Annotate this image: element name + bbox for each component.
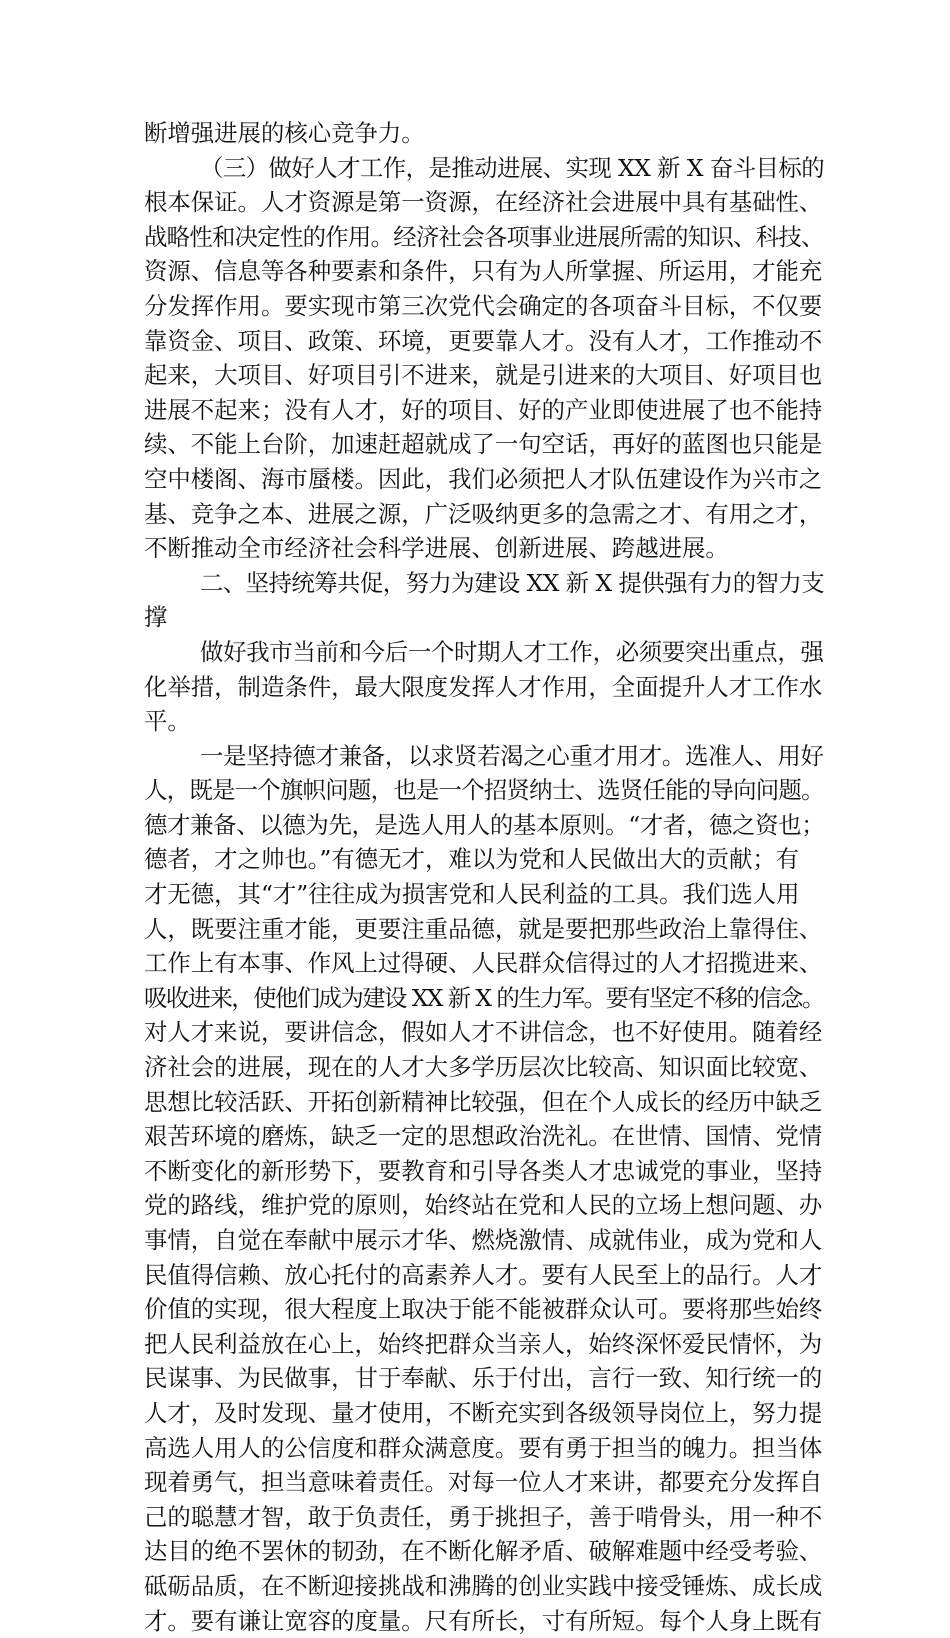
text-line: 吸收进来，使他们成为建设 XX 新 X 的生力军。要有坚定不移的信念。: [144, 983, 824, 1012]
text-line: 资源、信息等各种要素和条件，只有为人所掌握、所运用，才能充: [144, 257, 823, 286]
text-line: 不断推动全市经济社会科学进展、创新进展、跨越进展。: [144, 534, 729, 563]
text-line: 济社会的进展，现在的人才大多学历层次比较高、知识面比较宽、: [144, 1053, 823, 1082]
text-line: 空中楼阁、海市蜃楼。因此，我们必须把人才队伍建设作为兴市之: [144, 464, 823, 493]
text-line: 人，既要注重才能，更要注重品德，就是要把那些政治上靠得住、: [144, 914, 823, 943]
text-line: 化举措，制造条件，最大限度发挥人才作用，全面提升人才工作水: [144, 672, 823, 701]
text-line: 党的路线，维护党的原则，始终站在党和人民的立场上想问题、办: [144, 1191, 823, 1220]
text-line: 进展不起来；没有人才，好的项目、好的产业即使进展了也不能持: [144, 395, 823, 424]
text-line: 才。要有谦让宽容的度量。尺有所长，寸有所短。每个人身上既有: [144, 1606, 823, 1635]
text-line: 艰苦环境的磨炼，缺乏一定的思想政治洗礼。在世情、国情、党情: [144, 1122, 823, 1151]
text-line: 价值的实现，很大程度上取决于能不能被群众认可。要将那些始终: [144, 1295, 823, 1324]
text-line: 断增强进展的核心竞争力。: [144, 119, 425, 147]
text-line: 工作上有本事、作风上过得硬、人民群众信得过的人才招揽进来、: [144, 949, 823, 978]
text-line: 起来，大项目、好项目引不进来，就是引进来的大项目、好项目也: [144, 361, 823, 390]
text-line: 平。: [144, 707, 191, 736]
text-line: 对人才来说，要讲信念，假如人才不讲信念，也不好使用。随着经: [144, 1018, 823, 1047]
text-line: 砥砺品质，在不断迎接挑战和沸腾的创业实践中接受锤炼、成长成: [144, 1571, 823, 1600]
text-line: 撑: [144, 603, 168, 632]
text-line: 做好我市当前和今后一个时期人才工作，必须要突出重点，强: [200, 637, 824, 666]
text-line: 不断变化的新形势下，要教育和引导各类人才忠诚党的事业，坚持: [144, 1156, 823, 1185]
document-body: [144, 116, 824, 1638]
text-line: 把人民利益放在心上，始终把群众当亲人，始终深怀爱民情怀，为: [144, 1329, 823, 1358]
text-line: 基、竞争之本、进展之源，广泛吸纳更多的急需之才、有用之才，: [144, 499, 823, 528]
text-line: 德才兼备、以德为先，是选人用人的基本原则。“才者，德之资也；: [144, 810, 825, 839]
text-line: 才无德，其“才”往往成为损害党和人民利益的工具。我们选人用: [144, 880, 800, 909]
text-line: 人，既是一个旗帜问题，也是一个招贤纳士、选贤任能的导向问题。: [144, 776, 824, 805]
text-line: 战略性和决定性的作用。经济社会各项事业进展所需的知识、科技、: [144, 222, 824, 251]
text-line: 民值得信赖、放心托付的高素养人才。要有人民至上的品行。人才: [144, 1260, 823, 1289]
text-line: 德者，才之帅也。”有德无才，难以为党和人民做出大的贡献；有: [144, 845, 800, 874]
text-line: 人才，及时发现、量才使用，不断充实到各级领导岗位上，努力提: [144, 1398, 823, 1427]
text-line: 现着勇气，担当意味着责任。对每一位人才来讲，都要充分发挥自: [144, 1468, 823, 1497]
text-line: 二、坚持统筹共促，努力为建设 XX 新 X 提供强有力的智力支: [200, 568, 825, 597]
text-line: 事情，自觉在奉献中展示才华、燃烧激情、成就伟业，成为党和人: [144, 1226, 823, 1254]
text-line: （三）做好人才工作，是推动进展、实现 XX 新 X 奋斗目标的: [200, 153, 825, 182]
text-line: 根本保证。人才资源是第一资源，在经济社会进展中具有基础性、: [144, 188, 823, 217]
text-line: 己的聪慧才智，敢于负责任，勇于挑担子，善于啃骨头，用一种不: [144, 1502, 823, 1531]
text-line: 民谋事、为民做事，甘于奉献、乐于付出，言行一致、知行统一的: [144, 1364, 823, 1393]
text-line: 高选人用人的公信度和群众满意度。要有勇于担当的魄力。担当体: [144, 1433, 823, 1462]
text-line: 思想比较活跃、开拓创新精神比较强，但在个人成长的经历中缺乏: [144, 1087, 823, 1116]
text-line: 靠资金、项目、政策、环境，更要靠人才。没有人才，工作推动不: [144, 326, 823, 355]
text-line: 续、不能上台阶，加速赶超就成了一句空话，再好的蓝图也只能是: [144, 430, 823, 459]
text-line: 分发挥作用。要实现市第三次党代会确定的各项奋斗目标，不仅要: [144, 291, 823, 320]
text-line: 一是坚持德才兼备，以求贤若渴之心重才用才。选准人、用好: [200, 741, 824, 770]
text-line: 达目的绝不罢休的韧劲，在不断化解矛盾、破解难题中经受考验、: [144, 1537, 823, 1566]
